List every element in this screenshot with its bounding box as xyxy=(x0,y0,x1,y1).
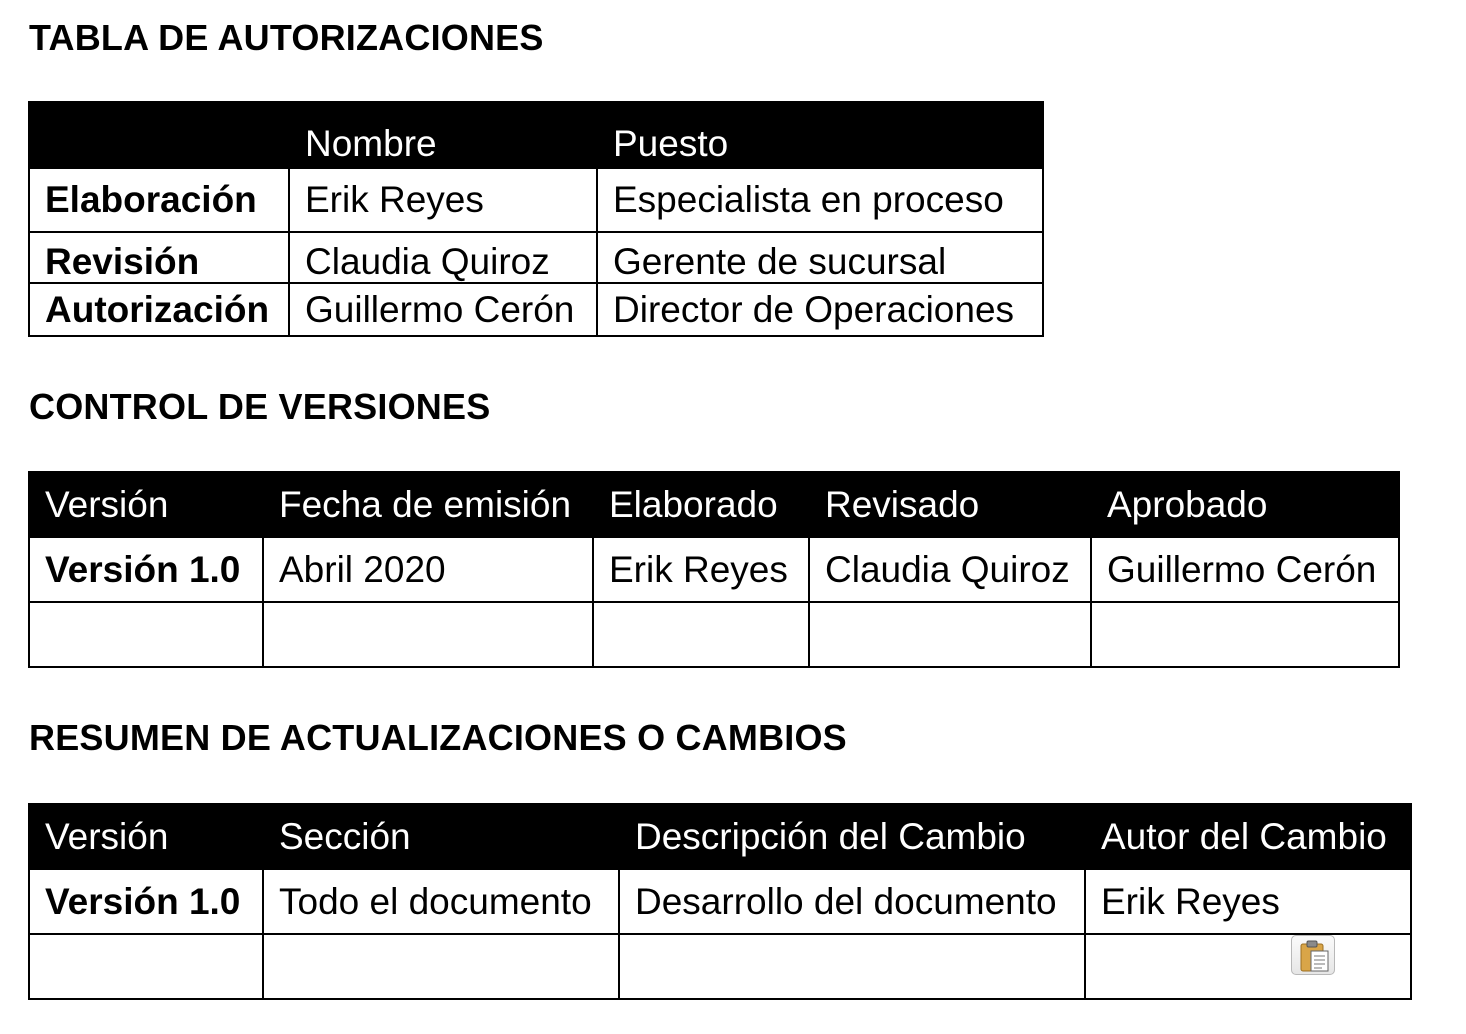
name-cell: Claudia Quiroz xyxy=(289,232,597,283)
made-by-cell: Erik Reyes xyxy=(593,537,809,602)
author-cell xyxy=(1085,934,1411,999)
section-cell: Todo el documento xyxy=(263,869,619,934)
role-cell: Revisión xyxy=(29,232,289,283)
made-by-cell xyxy=(593,602,809,667)
column-header xyxy=(29,102,289,168)
reviewed-by-cell xyxy=(809,602,1091,667)
section-cell xyxy=(263,934,619,999)
column-header: Sección xyxy=(263,804,619,869)
date-cell: Abril 2020 xyxy=(263,537,593,602)
column-header: Puesto xyxy=(597,102,1043,168)
paste-options-button[interactable] xyxy=(1291,935,1335,975)
authorizations-table xyxy=(28,101,1044,337)
changes-table xyxy=(28,803,1412,1000)
table-row xyxy=(29,283,1043,336)
role-cell: Autorización xyxy=(29,283,289,336)
table-row xyxy=(29,934,1411,999)
position-cell: Especialista en proceso xyxy=(597,168,1043,232)
column-header: Fecha de emisión xyxy=(263,472,593,537)
versions-title: CONTROL DE VERSIONES xyxy=(29,386,491,427)
approved-by-cell xyxy=(1091,602,1399,667)
table-row xyxy=(29,168,1043,232)
column-header: Revisado xyxy=(809,472,1091,537)
date-cell xyxy=(263,602,593,667)
table-row xyxy=(29,537,1399,602)
table-row xyxy=(29,869,1411,934)
column-header: Versión xyxy=(29,472,263,537)
column-header: Descripción del Cambio xyxy=(619,804,1085,869)
author-cell: Erik Reyes xyxy=(1085,869,1411,934)
name-cell: Erik Reyes xyxy=(289,168,597,232)
approved-by-cell: Guillermo Cerón xyxy=(1091,537,1399,602)
reviewed-by-cell: Claudia Quiroz xyxy=(809,537,1091,602)
column-header: Aprobado xyxy=(1091,472,1399,537)
changes-title: RESUMEN DE ACTUALIZACIONES O CAMBIOS xyxy=(29,717,847,758)
clipboard-icon xyxy=(1298,939,1330,973)
table-row xyxy=(29,602,1399,667)
table-row xyxy=(29,232,1043,283)
description-cell: Desarrollo del documento xyxy=(619,869,1085,934)
position-cell: Gerente de sucursal xyxy=(597,232,1043,283)
name-cell: Guillermo Cerón xyxy=(289,283,597,336)
version-cell xyxy=(29,934,263,999)
column-header: Nombre xyxy=(289,102,597,168)
table-header-row xyxy=(29,472,1399,537)
description-cell xyxy=(619,934,1085,999)
column-header: Versión xyxy=(29,804,263,869)
role-cell: Elaboración xyxy=(29,168,289,232)
versions-table xyxy=(28,471,1400,668)
column-header: Autor del Cambio xyxy=(1085,804,1411,869)
version-cell xyxy=(29,602,263,667)
authorizations-title: TABLA DE AUTORIZACIONES xyxy=(29,17,544,58)
column-header: Elaborado xyxy=(593,472,809,537)
version-cell: Versión 1.0 xyxy=(29,537,263,602)
position-cell: Director de Operaciones xyxy=(597,283,1043,336)
table-header-row xyxy=(29,804,1411,869)
version-cell: Versión 1.0 xyxy=(29,869,263,934)
table-header-row xyxy=(29,102,1043,168)
